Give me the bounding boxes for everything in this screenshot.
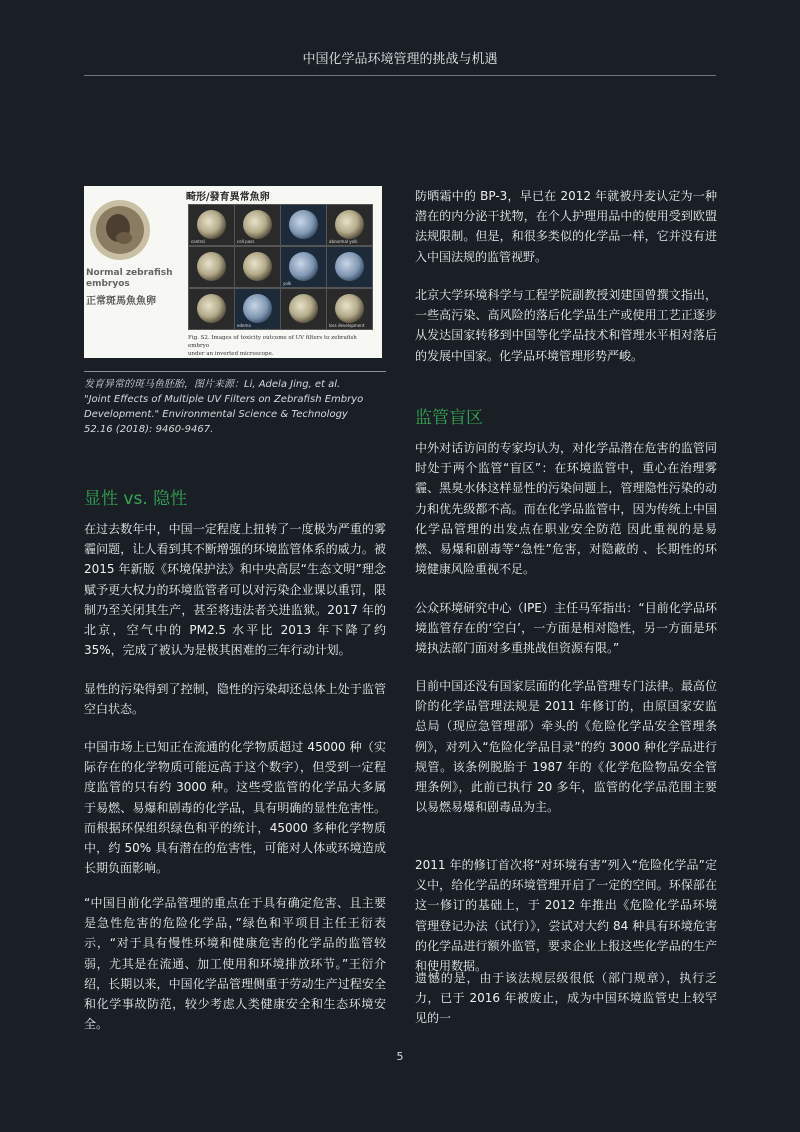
right-paragraph-5: 目前中国还没有国家层面的化学品管理专门法律。最高位阶的化学品管理法规是 2011 年修订的，由原国家安监总局（现应急管理部）牵头的《危险化学品安全管理条例》，对列入“危险化学品目录”的约 3000 种化学品进行规管。该条例脱胎于 1987 年的《化学危险物品安全管理条例》，此前已执行 20 多年，监管的化学品范围主要以易燃易爆和剧毒品为主。 <box>415 679 717 815</box>
left-paragraph-3: 中国市场上已知正在流通的化学物质超过 45000 种（实际存在的化学物质可能远高于这个数字），但受到一定程度监管的只有约 3000 种。这些受监管的化学品大多属于易燃、易爆和剧毒的化学品，具有明确的显性危害性。而根据环保组织绿色和平的统计，45000 多种化学物质中，约 50% 具有潜在的危害性，可能对人体或环境造成长期负面影响。 <box>84 740 386 876</box>
normal-label-en-line1: Normal zebrafish <box>86 268 173 278</box>
normal-label-zh: 正常斑馬魚魚卵 <box>86 296 156 307</box>
caption-line: "Joint Effects of Multiple UV Filters on Zebrafish Embryo <box>84 394 364 405</box>
zebrafish-figure <box>84 186 382 358</box>
embryo-well <box>188 204 235 246</box>
normal-label-en-line2: embryos <box>86 279 130 289</box>
well-label: abnormal yolk <box>329 239 358 244</box>
page-number: 5 <box>396 1050 404 1063</box>
well-label: loss development <box>329 323 365 328</box>
embryo-well <box>234 288 281 330</box>
left-paragraph-4: “中国目前化学品管理的重点在于具有确定危害、且主要是急性危害的危险化学品，”绿色和平项目主任王衍表示，“对于具有慢性环境和健康危害的化学品的监管较弱，尤其是在流通、加工使用和环境排放环节。”王衍介绍，长期以来，中国化学品管理侧重于劳动生产过程安全和化学事故防范，较少考虑人类健康安全和生态环境安全。 <box>84 896 386 1032</box>
embryo-well <box>326 246 373 288</box>
embryo-well <box>188 288 235 330</box>
right-paragraph-2: 北京大学环境科学与工程学院副教授刘建国曾撰文指出，一些高污染、高风险的落后化学品生产或使用工艺正逐步从发达国家转移到中国等化学品技术和管理水平相对落后的发展中国家。化学品环境管理形势严峻。 <box>415 288 717 363</box>
embryo-well <box>188 246 235 288</box>
figure-caption <box>84 377 386 437</box>
section-heading-regulatory-blind-spot: 监管盲区 <box>415 408 483 428</box>
embryo-well <box>280 246 327 288</box>
well-label: yolk <box>283 281 292 286</box>
well-label: edema <box>237 323 251 328</box>
well-label: cell pass <box>237 239 255 244</box>
caption-line: Development." Environmental Science & Technology <box>84 409 348 420</box>
caption-line: 发育异常的斑马鱼胚胎，图片来源：Li, Adela Jing, et al. <box>84 379 341 390</box>
right-paragraph-6: 2011 年的修订首次将“对环境有害”列入“危险化学品”定义中，给化学品的环境管理开启了一定的空间。环保部在这一修订的基础上，于 2012 年推出《危险化学品环境管理登记办法（试行）》，尝试对大约 84 种具有环境危害的化学品进行额外监管，要求企业上报这些化学品的生产和使用数据。 <box>415 858 717 974</box>
caption-divider <box>84 371 386 372</box>
section-heading-visible-vs-hidden: 显性 vs. 隐性 <box>84 489 188 509</box>
left-paragraph-1: 在过去数年中，中国一定程度上扭转了一度极为严重的雾霾问题，让人看到其不断增强的环境监管体系的威力。被 2015 年新版《环境保护法》和中央高层“生态文明”理念赋予更大权力的环境监管者可以对污染企业课以重罚，限制乃至关闭其生产，甚至将违法者关进监狱。2017 年的北京，空气中的 PM2.5 水平比 2013 年下降了约 35%，完成了被认为是极其困难的三年行动计划。 <box>84 522 386 658</box>
embryo-well <box>326 288 373 330</box>
figure-internal-caption-line1: Fig. S2. Images of toxicity outcome of UV filters to zebrafish embryo <box>188 335 357 349</box>
right-paragraph-7: 遗憾的是，由于该法规层级很低（部门规章），执行乏力，已于 2016 年被废止，成为中国环境监管史上较罕见的一 <box>415 971 717 1026</box>
well-label: control <box>191 239 205 244</box>
normal-label-en <box>86 268 173 290</box>
embryo-well <box>280 204 327 246</box>
figure-internal-caption <box>188 334 378 358</box>
embryo-well <box>326 204 373 246</box>
embryo-well <box>234 246 281 288</box>
caption-line: 52.16 (2018): 9460-9467. <box>84 424 214 435</box>
right-paragraph-1: 防晒霜中的 BP-3，早已在 2012 年就被丹麦认定为一种潜在的内分泌干扰物，在个人护理用品中的使用受到欧盟法规限制。但是，和很多类似的化学品一样，它并没有进入中国法规的监管视野。 <box>415 189 717 264</box>
embryo-well <box>234 204 281 246</box>
embryo-well <box>280 288 327 330</box>
page-header-title: 中国化学品环境管理的挑战与机遇 <box>302 52 498 67</box>
right-paragraph-3: 中外对话访问的专家均认为，对化学品潜在危害的监管同时处于两个监管“盲区”：在环境监管中，重心在治理雾霾、黑臭水体这样显性的污染问题上，管理隐性污染的动力和优先级都不高。而在化学品监管中，因为传统上中国化学品管理的出发点在职业安全防范 因此重视的是易燃、易爆和剧毒等“急性”危害，对隐蔽的 、长期性的环境健康风险重视不足。 <box>415 441 717 577</box>
right-paragraph-4: 公众环境研究中心（IPE）主任马军指出：“目前化学品环境监管存在的‘空白’，一方面是相对隐性，另一方面是环境执法部门面对多重挑战但资源有限。” <box>415 601 717 656</box>
figure-top-label: 畸形/發育異常魚卵 <box>186 192 270 203</box>
header-divider <box>84 75 716 76</box>
figure-internal-caption-line2: under an inverted microscope. <box>188 351 274 357</box>
left-paragraph-2: 显性的污染得到了控制，隐性的污染却还总体上处于监管空白状态。 <box>84 682 386 717</box>
